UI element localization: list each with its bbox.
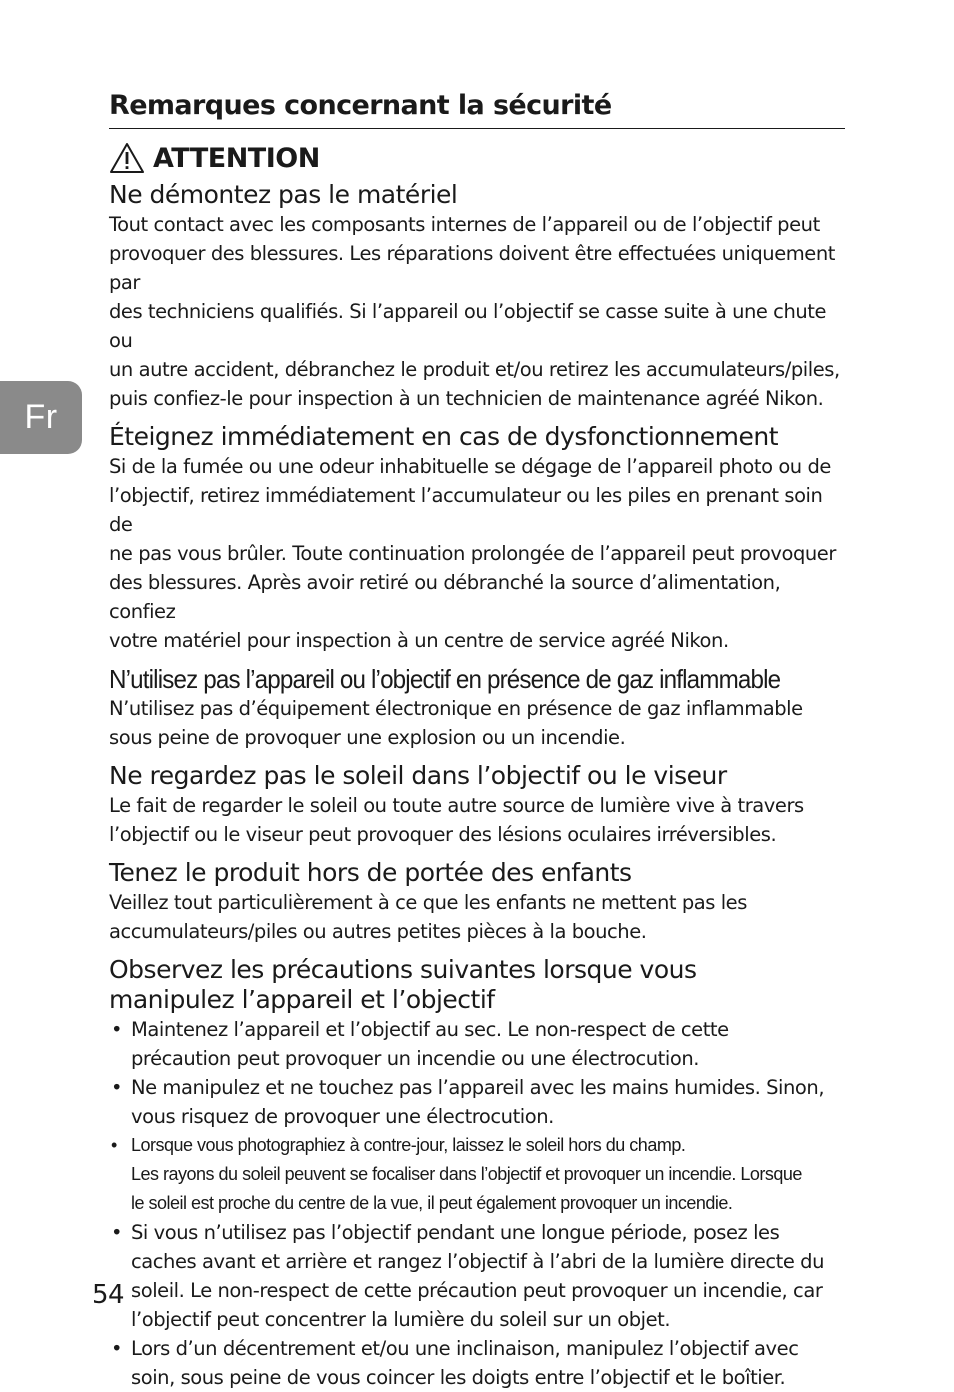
section-children	[109, 858, 845, 946]
language-tab	[0, 381, 82, 454]
body-line: provoquer des blessures. Les réparations doivent être effectuées uniquement par	[109, 242, 835, 294]
heading-line: manipulez l’appareil et l’objectif	[109, 985, 495, 1014]
section-handling-precautions	[109, 955, 845, 1392]
body-line: sous peine de provoquer une explosion ou un incendie.	[109, 726, 626, 749]
section-sun-viewfinder	[109, 761, 845, 849]
attention-banner	[109, 138, 845, 178]
section-heading: Ne démontez pas le matériel	[109, 180, 458, 209]
item-line: le soleil est proche du centre de la vue, il peut également provoquer un incendie.	[131, 1193, 733, 1213]
item-line: soin, sous peine de vous coincer les doigts entre l’objectif et le boîtier.	[131, 1366, 786, 1389]
section-malfunction	[109, 422, 845, 655]
bullet-icon: •	[111, 1337, 123, 1360]
body-line: l’objectif ou le viseur peut provoquer des lésions oculaires irréversibles.	[109, 823, 777, 846]
page-number: 54	[92, 1280, 125, 1310]
heading-line: Observez les précautions suivantes lorsque vous	[109, 955, 697, 984]
list-item	[109, 1334, 845, 1392]
section-disassembly	[109, 180, 845, 413]
section-heading: N’utilisez pas l’appareil ou l’objectif en présence de gaz inflammable	[109, 664, 781, 694]
list-item	[109, 1015, 845, 1073]
body-line: un autre accident, débranchez le produit et/ou retirez les accumulateurs/piles,	[109, 358, 840, 381]
item-line: Lors d’un décentrement et/ou une inclinaison, manipulez l’objectif avec	[131, 1337, 799, 1360]
item-line: vous risquez de provoquer une électrocution.	[131, 1105, 554, 1128]
item-line: Maintenez l’appareil et l’objectif au sec. Le non-respect de cette	[131, 1018, 729, 1041]
section-body	[109, 452, 845, 655]
item-line: caches avant et arrière et rangez l’objectif à l’abri de la lumière directe du	[131, 1250, 825, 1273]
page-content	[109, 86, 845, 1392]
item-line: Les rayons du soleil peuvent se focaliser dans l’objectif et provoquer un incendie. Lorsque	[131, 1164, 802, 1184]
item-line: Si vous n’utilisez pas l’objectif pendant une longue période, posez les	[131, 1221, 780, 1244]
body-line: l’objectif, retirez immédiatement l’accumulateur ou les piles en prenant soin de	[109, 484, 823, 536]
section-body	[109, 210, 845, 413]
body-line: des techniciens qualifiés. Si l’appareil ou l’objectif se casse suite à une chute ou	[109, 300, 827, 352]
list-item	[109, 1073, 845, 1131]
attention-label: ATTENTION	[153, 142, 320, 174]
section-heading: Ne regardez pas le soleil dans l’objectif ou le viseur	[109, 761, 727, 790]
section-body	[109, 694, 845, 752]
body-line: ne pas vous brûler. Toute continuation prolongée de l’appareil peut provoquer	[109, 542, 836, 565]
section-heading: Éteignez immédiatement en cas de dysfonctionnement	[109, 422, 779, 451]
section-body	[109, 888, 845, 946]
body-line: Tout contact avec les composants internes de l’appareil ou de l’objectif peut	[109, 213, 820, 236]
bullet-icon: •	[111, 1018, 123, 1041]
item-line: précaution peut provoquer un incendie ou une électrocution.	[131, 1047, 699, 1070]
body-line: N’utilisez pas d’équipement électronique en présence de gaz inflammable	[109, 697, 803, 720]
body-line: Si de la fumée ou une odeur inhabituelle se dégage de l’appareil photo ou de	[109, 455, 831, 478]
list-item	[109, 1131, 845, 1218]
body-line: Le fait de regarder le soleil ou toute autre source de lumière vive à travers	[109, 794, 804, 817]
body-line: votre matériel pour inspection à un centre de service agréé Nikon.	[109, 629, 729, 652]
bullet-icon: •	[111, 1076, 123, 1099]
warning-triangle-icon	[109, 142, 145, 174]
section-flammable-gas	[109, 664, 845, 752]
body-line: des blessures. Après avoir retiré ou débranché la source d’alimentation, confiez	[109, 571, 781, 623]
body-line: puis confiez-le pour inspection à un technicien de maintenance agréé Nikon.	[109, 387, 824, 410]
body-line: accumulateurs/piles ou autres petites pièces à la bouche.	[109, 920, 647, 943]
section-heading	[109, 955, 845, 1015]
page-title: Remarques concernant la sécurité	[109, 86, 845, 129]
item-line: Lorsque vous photographiez à contre-jour, laissez le soleil hors du champ.	[131, 1135, 686, 1155]
item-line: Ne manipulez et ne touchez pas l’appareil avec les mains humides. Sinon,	[131, 1076, 825, 1099]
item-line: l’objectif peut concentrer la lumière du soleil sur un objet.	[131, 1308, 671, 1331]
bullet-icon: •	[111, 1221, 123, 1244]
language-tab-label: Fr	[24, 398, 58, 436]
body-line: Veillez tout particulièrement à ce que les enfants ne mettent pas les	[109, 891, 747, 914]
bullet-icon: •	[111, 1135, 117, 1155]
item-line: soleil. Le non-respect de cette précaution peut provoquer un incendie, car	[131, 1279, 823, 1302]
section-heading: Tenez le produit hors de portée des enfants	[109, 858, 632, 887]
precautions-list	[109, 1015, 845, 1392]
section-body	[109, 791, 845, 849]
list-item	[109, 1218, 845, 1334]
